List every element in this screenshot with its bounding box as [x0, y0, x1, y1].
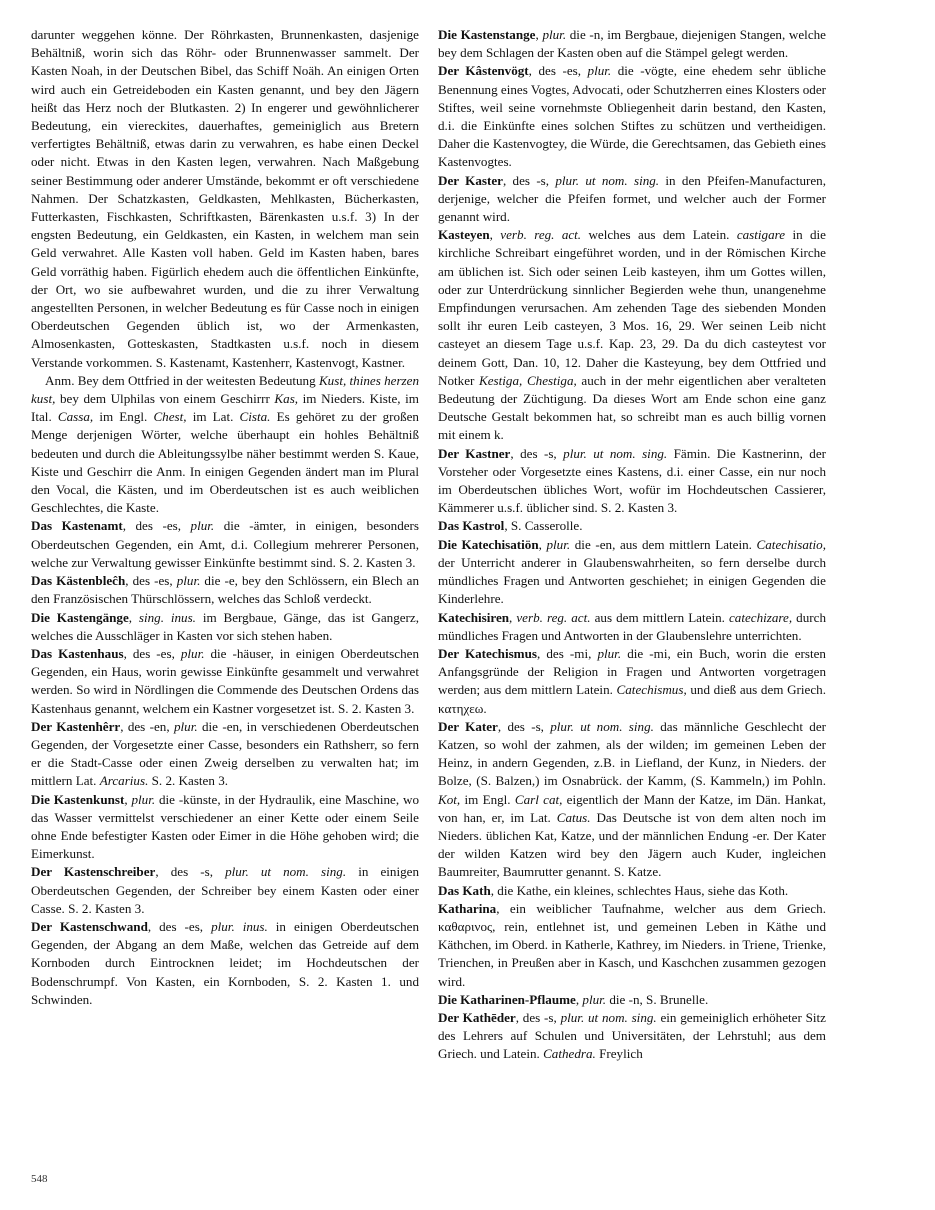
entry-text: Das Deutsche ist von dem alten noch im Nieders. üblichen Kat, Katze, und der männlichen Endung -er. Der Kater der wilden Katzen wird bey den Jägern auch Kuder, ingleichen Baumreiter, Baumrutter genannt. S. Katze. — [438, 809, 827, 880]
italic-term: plur. — [542, 27, 567, 42]
dictionary-entry — [31, 918, 419, 1009]
entry-headword: Der Kastenhêrr — [31, 718, 121, 734]
entry-text: , — [124, 791, 132, 807]
dictionary-entry — [438, 718, 826, 882]
dictionary-entry — [438, 226, 826, 444]
entry-text: , — [535, 27, 543, 42]
entry-text: Anm. Bey dem Ottfried in der weitesten Bedeutung — [45, 372, 319, 388]
dictionary-entry — [438, 536, 826, 609]
entry-headword: Der Kastner — [438, 445, 511, 461]
dictionary-entry — [438, 991, 826, 1009]
entry-text: bey dem Ulphilas von einem Geschirrr — [55, 391, 275, 407]
entry-text: , des -es, — [528, 63, 588, 79]
entry-text: , des -es, — [125, 573, 177, 589]
italic-term: plur. ut nom. sing. — [550, 718, 654, 734]
page-number: 548 — [31, 1173, 48, 1185]
entry-text: und dieß aus dem Griech. κατηχεω. — [438, 682, 826, 716]
entry-text: die -künste, in der Hydraulik, eine Maschine, wo das Wasser vermittelst verschiedener an einer Kette oder einem Seile ohne Ende befestigter Kasten oder Eimer in die Höhe gehoben wird; die Eimerkunst. — [31, 791, 419, 862]
entry-text: darunter weggehen könne. Der Röhrkasten, Brunnenkasten, dasjenige Behältniß, worin sich das Röhr- oder Brunnenwasser sammelt. Der Kasten Noah, in der Deutschen Bibel, das Schiff Noäh. An einigen Orten wird auch ein Getreideboden ein Kasten genannt, und bey den Jägern heißt das Herz noch der Blutkasten. 2) In engerer und gewöhnlicherer Bedeutung, ein viereckites, dauerhaftes, gemeiniglich aus Bretern verfertigtes Behältniß, etwas darin zu verwahren, es habe einen Deckel oder nicht. Etwas in den Kasten legen, verwahren. Nach Maßgebung seiner Bestimmung oder anderer Umstände, bekommt er oft verschiedene Nahmen. Der Schatzkasten, Geldkasten, Mehlkasten, Bücherkasten, Futterkasten, Fischkasten, Schriftkasten, Bärenkasten u.s.f. 3) In der engsten Bedeutung, ein Geldkasten, ein Kasten, in welchem man sein Geld verwahret. Alle Kasten voll haben. Geld im Kasten haben, bares Geld vorräthig haben. Figürlich ehedem auch die öffentlichen Einkünfte, der Ort, wo sie aufbewahret wurden, und die zu ihrer Verwaltung angestellten Personen, in welcher Bedeutung es für Casse noch in einigen Oberdeutschen Gegenden üblich ist, wo der Armenkasten, Almosenkasten, Gotteskasten, Stadtkasten u.s.f. noch in diesem Verstande vorkommen. S. Kastenamt, Kastenherr, Kastenvogt, Kastner. — [31, 27, 419, 370]
entry-text: , — [538, 536, 547, 552]
entry-text: , — [509, 609, 517, 625]
entry-text: eigentlich der Mann der Katze, im Dän. Hankat, von han, er, im Lat. — [438, 791, 826, 825]
entry-text: , die Kathe, ein kleines, schlechtes Haus, siehe das Koth. — [490, 882, 789, 898]
italic-term: plur. — [176, 573, 201, 589]
italic-term: plur. — [546, 536, 571, 552]
entry-headword: Die Kastengänge — [31, 609, 129, 625]
entry-text: auch in der mehr eigentlichen aber veralteten Bedeutung der Züchtigung. Da dieses Wort am Ende schon eine ganz Deutsche Gestalt bekommen hat, so schreibt man es auch billig vornen mit einem k. — [438, 372, 826, 443]
entry-text: in die kirchliche Schreibart eingeführet worden, und in der Römischen Kirche am üblichen ist. Sich oder seinen Leib kasteyen, ihm um Gottes willen, oder zur Unterdrückung sinnlicher Begierden wehe thun, unangenehme Empfindungen verursachen. Am zehenden Tage des siebenden Monden sollt ihr euren Leib casteyen, 3 Mos. 16, 29. Wer seinen Leib nicht casteyet an diesem Tage u.s.f. Kap. 23, 29. Da du dich casteytest vor deinem Gott, Dan. 10, 12. Daher die Kasteyung, bey dem Ottfried und Notker — [438, 227, 826, 388]
italic-term: Cathedra. — [543, 1046, 596, 1062]
italic-term: sing. inus. — [138, 609, 196, 625]
entry-text: welches aus dem Latein. — [581, 227, 737, 243]
entry-headword: Die Kastenstange — [438, 27, 536, 42]
italic-term: Chest, — [153, 409, 187, 425]
entry-text: , des -s, — [155, 864, 226, 880]
entry-text: aus dem mittlern Latein. — [590, 609, 729, 625]
dictionary-entry — [31, 609, 419, 645]
entry-headword: Das Kath — [438, 882, 491, 898]
italic-term: verb. reg. act. — [516, 609, 591, 625]
italic-term: Catus. — [556, 809, 591, 825]
entry-text: die -en, in verschiedenen Oberdeutschen Gegenden, der Vorgesetzte einer Casse, besonders ein Rathsherr, so fern er die Stadt-Casse oder einen Zweig derselben zu verwalten hat; im mittlern Lat. — [31, 718, 419, 789]
italic-term: verb. reg. act. — [500, 227, 582, 243]
entry-text: der Unterricht anderer in Glaubenswahrheiten, so fern derselbe durch mündliches Fragen und Antworten geschiehet; in einigen Gegenden die Kinderlehre. — [438, 554, 826, 607]
entry-headword: Der Kaster — [438, 172, 503, 188]
entry-headword: Das Kastenhaus — [31, 645, 124, 661]
entry-text: , S. Casserolle. — [504, 518, 583, 534]
italic-term: plur. ut nom. sing. — [563, 445, 668, 461]
entry-text: die -ämter, in einigen, besonders Oberdeutschen Gegenden, ein Amt, d.i. Collegium mehrerer Personen, welche zur Verwaltung gewisser Einkünfte bestimmt sind. S. 2. Kasten 3. — [31, 518, 420, 570]
entry-text: , — [489, 227, 501, 243]
right-column — [438, 26, 826, 1064]
entry-text: , des -es, — [123, 645, 181, 661]
entry-text: die -vögte, eine ehedem sehr übliche Benennung eines Vogtes, Advocati, oder Schutzherren eines Klosters oder Stiftes, weil seine vornehmste Obliegenheit darin bestand, den Kasten, d.i. die Einkünfte eines solchen Stiftes zu schützen und vertheidigen. Daher die Kastenvogtey, die Würde, die Gerechtsamen, das Gebieth eines Kastenvogtes. — [438, 63, 826, 170]
entry-headword: Der Kastenschreiber — [31, 864, 156, 880]
entry-text: in den Pfeifen-Manufacturen, derjenige, welcher die Pfeifen formet, und welcher auch der Former genannt wird. — [438, 172, 826, 225]
entry-text: , des -es, — [122, 518, 191, 534]
entry-text: , ein weiblicher Taufnahme, welcher aus dem Griech. καθαρινος, rein, entlehnet ist, und gemeinen Leben in Käthe und Käthchen, im Oberd. in Katherle, Kathrey, im Nieders. in Triene, Trienke, Trienchen, in Preußen aber in Kasch, und Kaschchen zusammen gezogen wird. — [438, 900, 826, 989]
entry-headword: Der Katechismus — [438, 645, 537, 661]
italic-term: Catechisatio, — [756, 536, 826, 552]
italic-term: plur. ut nom. sing. — [225, 864, 347, 880]
entry-text: im Bergbaue, Gänge, das ist Gangerz, welches die Ausschläger in Kasten vor sich stehen haben. — [31, 609, 419, 643]
entry-headword: Das Kastrol — [438, 518, 505, 534]
entry-text: im Engl. — [93, 409, 154, 425]
entry-text: Es gehöret zu der großen Menge derjenigen Wörter, welche überhaupt ein hohles Behältniß bedeuten und durch die Ableitungssylbe näher bestimmt werden S. Kaue, Kiste und Geschirr die Anm. In einigen Gegenden ändert man im Plural den Vocal, die Kästen, und im Oberdeutschen ist es auch weiblichen Geschlechtes, die Kaste. — [31, 409, 419, 516]
entry-headword: Kasteyen — [438, 227, 490, 243]
dictionary-entry — [438, 609, 826, 645]
entry-headword: Der Kâstenvögt — [438, 63, 529, 79]
entry-text: Fämin. Die Kastnerinn, der Vorsteher oder Vorgesetzte eines Kastens, d.i. einer Casse, ein nur noch im Oberdeutschen übliches Wort, wofür im Hochdeutschen Cassierer, Kämmerer u.s.f. üblicher sind. S. 2. Kasten 3. — [438, 445, 827, 516]
italic-term: plur. — [582, 991, 607, 1007]
italic-term: plur. inus. — [211, 918, 268, 934]
entry-headword: Das Kästenbleĉh — [31, 573, 126, 589]
italic-term: castigare — [736, 227, 786, 243]
entry-text: , des -es, — [147, 918, 212, 934]
italic-term: plur. — [131, 791, 156, 807]
entry-text: , des -en, — [120, 718, 174, 734]
entry-text: die -n, im Bergbaue, diejenigen Stangen, welche bey dem Schlagen der Kasten oben auf die Stämpel gelegt werden. — [438, 27, 826, 61]
dictionary-entry — [438, 1009, 826, 1064]
entry-text: die -n, S. Brunelle. — [606, 991, 709, 1007]
italic-term: plur. — [180, 645, 205, 661]
italic-term: plur. — [173, 718, 198, 734]
entry-headword: Die Katharinen-Pflaume — [438, 991, 576, 1007]
dictionary-entry — [31, 572, 419, 608]
entry-headword: Katharina — [438, 900, 497, 916]
dictionary-entry — [438, 172, 826, 227]
entry-text: das männliche Geschlecht der Katzen, so wohl der zahmen, als der wilden; im gemeinen Leben der Heinz, in andern Gegenden, z.B. in Liefland, der Kunz, in Nieders. der Bolze, (S. Balzen,) im Osnabrück. der Kamm, (S. Kammeln,) im Pohln. — [438, 718, 827, 789]
entry-headword: Die Katechisatiön — [438, 536, 539, 552]
italic-term: Kestiga, Chestiga, — [479, 372, 577, 388]
italic-term: plur. — [587, 63, 612, 79]
entry-text: ein gemeiniglich erhöheter Sitz des Lehrers auf Schulen und Universitäten, der Lehrstuhl; aus dem Griech. und Latein. — [438, 1009, 826, 1062]
italic-term: Catechismus, — [616, 682, 687, 698]
entry-text: , des -s, — [515, 1009, 561, 1025]
italic-term: Arcarius. — [99, 773, 149, 789]
entry-text: , des -s, — [502, 172, 556, 188]
dictionary-entry — [438, 517, 826, 535]
entry-text: in einigen Oberdeutschen Gegenden, der Abgang an dem Maße, welchen das Getreide auf dem Kornboden durch Eintrocknen leidet; im Hochdeutschen der Bodenschrumpf. Von Kasten, ein Kornboden, S. 2. Kasten 1. und Schwinden. — [31, 918, 420, 1007]
italic-term: Cista. — [239, 409, 271, 425]
entry-text: , — [128, 609, 139, 625]
entry-text: , des -mi, — [536, 645, 598, 661]
left-column — [31, 26, 419, 1009]
entry-text: , des -s, — [497, 718, 551, 734]
italic-term: Kust, thines herzen kust, — [31, 372, 419, 407]
italic-term: Kas, — [274, 391, 299, 407]
entry-text: die -mi, ein Buch, worin die ersten Anfangsgründe der Religion in Fragen und Antworten vorgetragen werden; aus dem mittlern Latein. — [438, 645, 826, 698]
italic-term: plur. — [597, 645, 622, 661]
entry-text: , des -s, — [510, 445, 564, 461]
entry-text: im Lat. — [186, 409, 240, 425]
dictionary-entry — [31, 26, 419, 372]
entry-text: in einigen Oberdeutschen Gegenden, der Schreiber bey einem Kasten oder einer Casse. S. 2. Kasten 3. — [31, 864, 420, 916]
dictionary-entry — [31, 718, 419, 791]
entry-headword: Katechisiren — [438, 609, 510, 625]
dictionary-entry — [438, 26, 826, 62]
entry-text: im Engl. — [460, 791, 515, 807]
entry-headword: Der Kathēder — [438, 1009, 516, 1025]
entry-headword: Die Kastenkunst — [31, 791, 125, 807]
dictionary-entry — [438, 445, 826, 518]
dictionary-entry — [31, 791, 419, 864]
entry-text: die -en, aus dem mittlern Latein. — [570, 536, 757, 552]
italic-term: plur. ut nom. sing. — [560, 1009, 657, 1025]
dictionary-entry — [31, 645, 419, 718]
italic-term: Carl cat, — [514, 791, 563, 807]
italic-term: Cassa, — [57, 409, 94, 425]
entry-text: die -häuser, in einigen Oberdeutschen Gegenden, ein Haus, worin gewisse Einkünfte gesammelt und verwahret werden. So wird in Nördlingen die Commende des Deutschen Ordens das Kastenhaus genannt, welchem ein Kastner vorgesetzet ist. S. 2. Kasten 3. — [31, 645, 419, 716]
dictionary-entry — [31, 517, 419, 572]
italic-term: plur. ut nom. sing. — [555, 172, 660, 188]
entry-text: S. 2. Kasten 3. — [148, 773, 229, 789]
italic-term: Kot, — [438, 791, 461, 807]
dictionary-entry — [438, 900, 826, 991]
dictionary-entry — [438, 645, 826, 718]
entry-text: die -e, bey den Schlössern, ein Blech an den Französischen Thürschlössern, welches das Schloß verdeckt. — [31, 573, 419, 607]
entry-text: , — [575, 991, 583, 1007]
entry-text: Freylich — [595, 1046, 643, 1062]
italic-term: catechizare, — [728, 609, 793, 625]
dictionary-entry — [438, 882, 826, 900]
entry-headword: Der Kater — [438, 718, 498, 734]
entry-headword: Der Kastenschwand — [31, 918, 148, 934]
italic-term: plur. — [190, 518, 215, 534]
entry-text: durch mündliches Fragen und Antworten in der Glaubenslehre unterrichten. — [438, 609, 826, 643]
entry-headword: Das Kastenamt — [31, 518, 123, 534]
dictionary-entry — [31, 863, 419, 918]
dictionary-entry — [438, 62, 826, 171]
dictionary-entry — [31, 372, 419, 518]
entry-text: im Nieders. Kiste, im Ital. — [31, 391, 419, 425]
